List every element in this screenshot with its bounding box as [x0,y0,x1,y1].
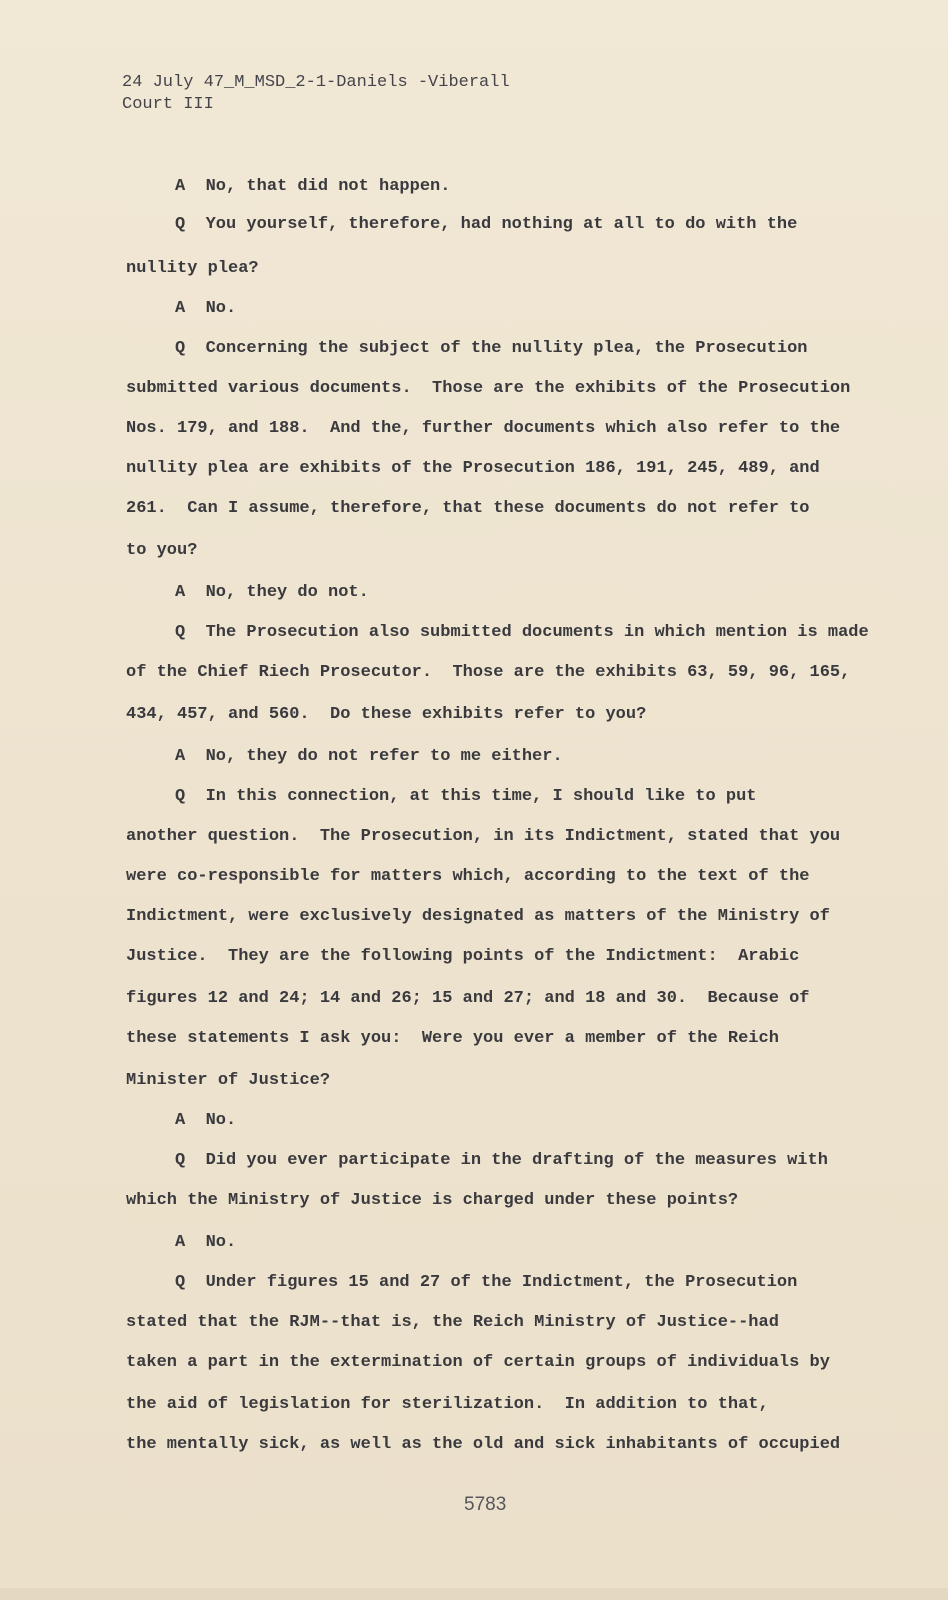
text-line: Q Did you ever participate in the drafting of the measures with [175,1151,828,1170]
text-line: of the Chief Riech Prosecutor. Those are the exhibits 63, 59, 96, 165, [126,663,851,682]
header-reference: 24 July 47_M_MSD_2-1-Daniels -Viberall [122,73,510,92]
text-line: A No. [175,1233,237,1252]
text-line: Indictment, were exclusively designated as matters of the Ministry of [126,907,830,926]
text-line: another question. The Prosecution, in its Indictment, stated that you [126,827,841,846]
text-line: taken a part in the extermination of certain groups of individuals by [126,1353,830,1372]
text-line: 261. Can I assume, therefore, that these documents do not refer to [126,499,810,518]
text-line: Justice. They are the following points of the Indictment: Arabic [126,947,800,966]
text-line: were co-responsible for matters which, according to the text of the [126,867,810,886]
text-line: figures 12 and 24; 14 and 26; 15 and 27; and 18 and 30. Because of [126,989,810,1008]
text-line: Q You yourself, therefore, had nothing at all to do with the [175,215,798,234]
text-line: Nos. 179, and 188. And the, further documents which also refer to the [126,419,841,438]
text-line: Q Under figures 15 and 27 of the Indictment, the Prosecution [175,1273,798,1292]
text-line: A No, they do not. [175,583,369,602]
header-court: Court III [122,95,214,114]
page-number: 5783 [464,1494,507,1515]
text-line: 434, 457, and 560. Do these exhibits refer to you? [126,705,647,724]
text-line: stated that the RJM--that is, the Reich Ministry of Justice--had [126,1313,779,1332]
text-line: the mentally sick, as well as the old and sick inhabitants of occupied [126,1435,841,1454]
text-line: submitted various documents. Those are the exhibits of the Prosecution [126,379,851,398]
text-line: Q In this connection, at this time, I should like to put [175,787,757,806]
text-line: which the Ministry of Justice is charged under these points? [126,1191,739,1210]
text-line: Q Concerning the subject of the nullity plea, the Prosecution [175,339,808,358]
text-line: the aid of legislation for sterilization. In addition to that, [126,1395,769,1414]
text-line: A No. [175,299,237,318]
text-line: A No, they do not refer to me either. [175,747,563,766]
text-line: Minister of Justice? [126,1071,331,1090]
text-line: nullity plea? [126,259,259,278]
page-header [122,72,510,116]
text-line: nullity plea are exhibits of the Prosecution 186, 191, 245, 489, and [126,459,820,478]
text-line: these statements I ask you: Were you ever a member of the Reich [126,1029,779,1048]
page-edge [0,1588,948,1600]
text-line: Q The Prosecution also submitted documents in which mention is made [175,623,869,642]
text-line: A No, that did not happen. [175,177,451,196]
text-line: A No. [175,1111,237,1130]
text-line: to you? [126,541,198,560]
